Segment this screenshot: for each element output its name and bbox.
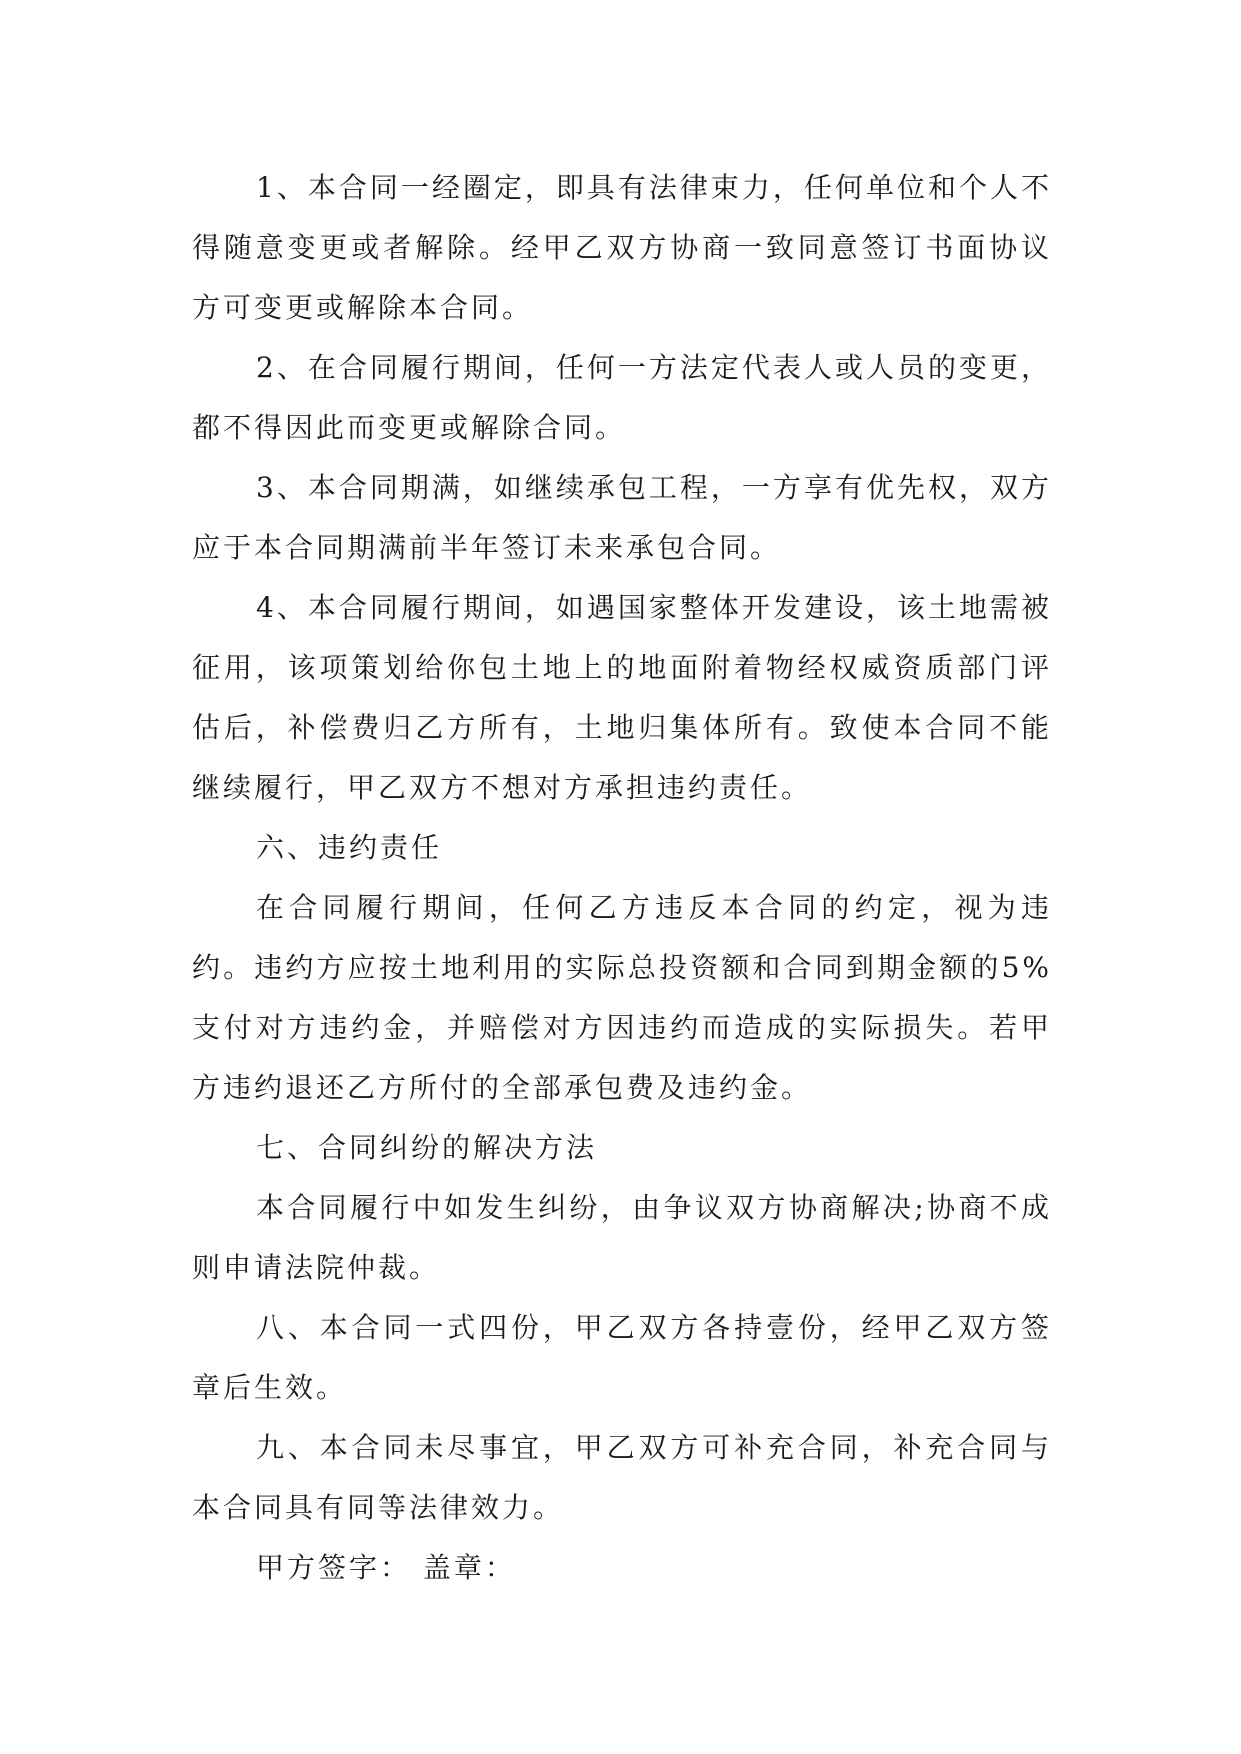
clause-3: 3、本合同期满，如继续承包工程，一方享有优先权，双方应于本合同期满前半年签订未来承包合同。: [192, 471, 1052, 564]
section-heading-dispute: 七、合同纠纷的解决方法: [256, 1131, 598, 1164]
party-a-signature-line: 甲方签字： 盖章：: [256, 1551, 516, 1584]
section-heading-breach: 六、违约责任: [256, 831, 443, 864]
breach-liability-text: 在合同履行期间，任何乙方违反本合同的约定，视为违约。违约方应按土地利用的实际总投资额和合同到期金额的5%支付对方违约金，并赔偿对方因违约而造成的实际损失。若甲方违约退还乙方所付的全部承包费及违约金。: [192, 891, 1052, 1104]
clause-4: 4、本合同履行期间，如遇国家整体开发建设，该土地需被征用，该项策划给你包土地上的地面附着物经权威资质部门评估后，补偿费归乙方所有，土地归集体所有。致使本合同不能继续履行，甲乙双方不想对方承担违约责任。: [192, 591, 1052, 804]
dispute-resolution-text: 本合同履行中如发生纠纷，由争议双方协商解决;协商不成则申请法院仲裁。: [192, 1191, 1052, 1284]
clause-supplement: 九、本合同未尽事宜，甲乙双方可补充合同，补充合同与本合同具有同等法律效力。: [192, 1431, 1052, 1524]
clause-copies: 八、本合同一式四份，甲乙双方各持壹份，经甲乙双方签章后生效。: [192, 1311, 1052, 1404]
document-body: [192, 158, 1052, 1598]
clause-1: 1、本合同一经圈定，即具有法律束力，任何单位和个人不得随意变更或者解除。经甲乙双方协商一致同意签订书面协议方可变更或解除本合同。: [192, 171, 1052, 324]
clause-2: 2、在合同履行期间，任何一方法定代表人或人员的变更，都不得因此而变更或解除合同。: [192, 351, 1052, 444]
